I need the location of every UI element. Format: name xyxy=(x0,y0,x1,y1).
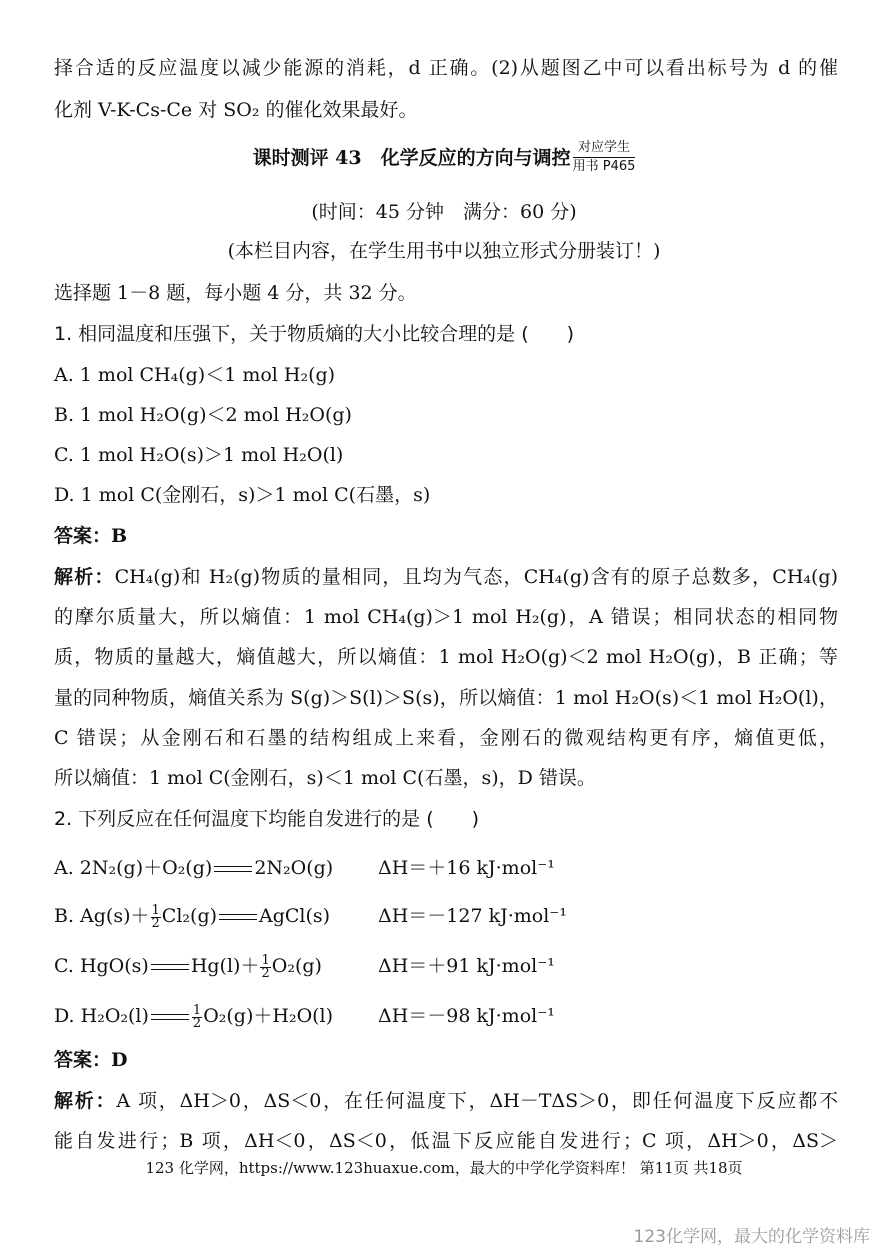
q1-analysis-line: 质，物质的量越大，熵值越大，所以熵值：1 mol H₂O(g)＜2 mol H₂O(g)，B 正确；等 xyxy=(54,646,838,668)
question-1-stem: 1. 相同温度和压强下，关于物质熵的大小比较合理的是 ( ) xyxy=(54,323,575,345)
section-title-text: 课时测评 43 化学反应的方向与调控 xyxy=(252,146,571,169)
q2-option-a-enthalpy: ΔH＝＋16 kJ·mol⁻¹ xyxy=(378,857,555,879)
q2-option-c: C. HgO(s) Hg(l)＋ $\frac{1}{2}$ O₂(g) xyxy=(54,952,322,981)
equals-sign xyxy=(151,964,189,970)
section-title xyxy=(0,140,888,184)
q1-analysis-line: C 错误；从金刚石和石墨的结构组成上来看，金刚石的微观结构更有序，熵值更低， xyxy=(54,727,838,749)
fraction: $\frac{1}{2}$ xyxy=(261,952,270,981)
time-info: (时间：45 分钟 满分：60 分) xyxy=(311,201,577,223)
textbook-reference: 对应学生 用书 P465 xyxy=(572,140,636,174)
q2-option-c-enthalpy: ΔH＝＋91 kJ·mol⁻¹ xyxy=(378,955,555,977)
answer-label: 答案： xyxy=(54,525,112,547)
answer-value: B xyxy=(111,525,128,547)
equals-sign xyxy=(151,1014,189,1020)
answer-value: D xyxy=(111,1049,128,1071)
paragraph-line: 化剂 V-K-Cs-Ce 对 SO₂ 的催化效果最好。 xyxy=(54,99,418,121)
analysis-label: 解析： xyxy=(54,1090,117,1112)
binding-note: (本栏目内容，在学生用书中以独立形式分册装订！) xyxy=(227,240,661,262)
analysis-label: 解析： xyxy=(54,566,115,588)
q1-analysis-line: 的摩尔质量大，所以熵值：1 mol CH₄(g)＞1 mol H₂(g)，A 错误；相同状态的相同物 xyxy=(54,606,838,628)
q2-answer xyxy=(54,1047,838,1073)
q2-option-b-enthalpy: ΔH＝－127 kJ·mol⁻¹ xyxy=(378,905,567,927)
q1-analysis-line: 量的同种物质，熵值关系为 S(g)＞S(l)＞S(s)，所以熵值：1 mol H₂O(s)＜1 mol H₂O(l)， xyxy=(54,687,838,709)
instruction: 选择题 1－8 题，每小题 4 分，共 32 分。 xyxy=(54,282,417,304)
q1-option-a: A. 1 mol CH₄(g)＜1 mol H₂(g) xyxy=(54,364,336,386)
q2-option-d-enthalpy: ΔH＝－98 kJ·mol⁻¹ xyxy=(378,1005,555,1027)
q2-analysis-line: 解析：A 项，ΔH＞0，ΔS＜0，在任何温度下，ΔH－TΔS＞0，即任何温度下反应都不 xyxy=(54,1090,838,1112)
q1-answer xyxy=(54,523,838,549)
q2-analysis-line: 能自发进行；B 项，ΔH＜0，ΔS＜0，低温下反应能自发进行；C 项，ΔH＞0，ΔS＞ xyxy=(54,1130,838,1152)
q1-analysis-line: 所以熵值：1 mol C(金刚石，s)＜1 mol C(石墨，s)，D 错误。 xyxy=(54,767,596,789)
q1-option-d: D. 1 mol C(金刚石，s)＞1 mol C(石墨，s) xyxy=(54,484,431,506)
fraction: $\frac{1}{2}$ xyxy=(192,1002,202,1031)
q1-option-c: C. 1 mol H₂O(s)＞1 mol H₂O(l) xyxy=(54,444,344,466)
q2-option-d: D. H₂O₂(l) $\frac{1}{2}$ O₂(g)＋H₂O(l) xyxy=(54,1002,334,1031)
paragraph-line: 择合适的反应温度以减少能源的消耗，d 正确。(2)从题图乙中可以看出标号为 d 的催 xyxy=(54,57,838,79)
equals-sign xyxy=(219,914,257,920)
answer-label: 答案： xyxy=(54,1049,112,1071)
page-footer: 123 化学网，https://www.123huaxue.com，最大的中学化学资料库！ 第11页 共18页 xyxy=(145,1159,743,1177)
q2-option-b: B. Ag(s)＋ $\frac{1}{2}$ Cl₂(g) AgCl(s) xyxy=(54,902,331,931)
q1-option-b: B. 1 mol H₂O(g)＜2 mol H₂O(g) xyxy=(54,404,352,426)
q2-option-a: A. 2N₂(g)＋O₂(g) 2N₂O(g) xyxy=(54,857,334,879)
fraction: $\frac{1}{2}$ xyxy=(151,902,160,931)
equals-sign xyxy=(214,866,252,872)
q1-analysis-line: 解析：CH₄(g)和 H₂(g)物质的量相同，且均为气态，CH₄(g)含有的原子总数多，CH₄(g) xyxy=(54,566,838,588)
question-2-stem: 2. 下列反应在任何温度下均能自发进行的是 ( ) xyxy=(54,808,480,830)
watermark: 123化学网，最大的化学资料库 xyxy=(633,1227,870,1247)
